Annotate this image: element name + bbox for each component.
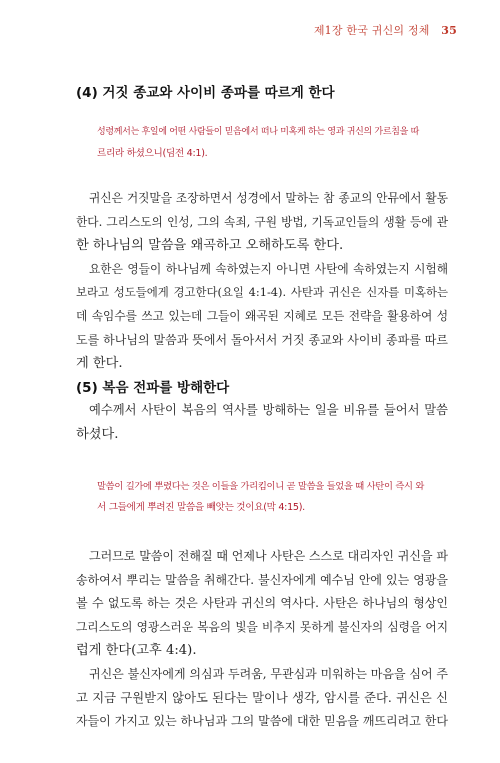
text-line: 도를 하나님의 말씀과 뜻에서 돌아서서 거짓 종교와 사이비 종파를 따르: [76, 332, 448, 347]
text-line: 한 하나님의 말씀을 왜곡하고 오해하도록 한다.: [76, 238, 344, 254]
text-line: 요한은 영들이 하나님께 속하였는지 아니면 사탄에 속하였는지 시험해: [89, 261, 448, 276]
quote-line: 르리라 하셨으니(딤전 4:1).: [97, 148, 208, 159]
body-paragraph-2: [76, 399, 448, 446]
text-line: 귀신은 거짓말을 조장하면서 성경에서 말하는 참 종교의 안뮤에서 활동: [89, 191, 448, 205]
page-number: 35: [441, 24, 457, 37]
quote-line: 서 그들에게 뿌려진 말씀을 빼앗는 것이요(막 4:15).: [97, 502, 305, 513]
text-line: 고 지금 구원받지 않아도 된다는 말이나 생각, 암시를 준다. 귀신은 신: [76, 690, 448, 705]
scripture-quote-2: [97, 476, 427, 518]
text-line: 데 속임수를 쓰고 있는데 그들이 왜곡된 지혜로 모든 전략을 활용하여 성: [76, 308, 448, 323]
body-paragraph-3: [76, 545, 448, 734]
text-line: 그러므로 말씀이 전해질 때 언제나 사탄은 스스로 대리자인 귀신을 파: [89, 549, 448, 563]
text-line: 예수께서 사탄이 복음의 역사를 방해하는 일을 비유를 들어서 말씀: [89, 403, 448, 417]
text-line: 귀신은 불신자에게 의심과 두려움, 무관심과 미워하는 마음을 심어 주: [89, 666, 448, 681]
text-line: 하셨다.: [76, 426, 119, 442]
section-heading-4: (4) 거짓 종교와 사이비 종파를 따르게 한다: [76, 85, 335, 101]
text-line: 한다. 그리스도의 인성, 그의 속죄, 구원 방법, 기독교인들의 생활 등에 관: [76, 214, 448, 229]
text-line: 볼 수 없도록 하는 것은 사탄과 귀신의 역사다. 사탄은 하나님의 형상인: [76, 596, 448, 611]
text-line: 게 한다.: [76, 356, 123, 372]
chapter-title: 제1장 한국 귀신의 정체: [313, 24, 430, 37]
text-line: 송하여서 뿌리는 말씀을 취해간다. 불신자에게 예수님 안에 있는 영광을: [76, 572, 448, 587]
text-line: 자들이 가지고 있는 하나님과 그의 말씀에 대한 믿음을 깨뜨리려고 한다: [76, 714, 448, 729]
body-paragraph-1: [76, 187, 448, 376]
text-line: 럽게 한다(고후 4:4).: [76, 643, 197, 659]
quote-line: 말씀이 길가에 뿌렸다는 것은 이들을 가리킴이니 곧 말씀을 들었을 때 사탄이 즉시 와: [97, 481, 425, 492]
quote-line: 성령께서는 후일에 어떤 사람들이 믿음에서 떠나 미혹케 하는 영과 귀신의 가르침을 따: [97, 127, 419, 137]
section-heading-5: (5) 복음 전파를 방해한다: [76, 380, 230, 396]
scripture-quote-1: [97, 122, 427, 164]
running-header: [314, 22, 457, 38]
text-line: 보라고 성도들에게 경고한다(요일 4:1-4). 사탄과 귀신은 신자를 미혹하는: [76, 285, 448, 300]
text-line: 그리스도의 영광스러운 복음의 빛을 비추지 못하게 불신자의 심령을 어지: [76, 619, 448, 634]
